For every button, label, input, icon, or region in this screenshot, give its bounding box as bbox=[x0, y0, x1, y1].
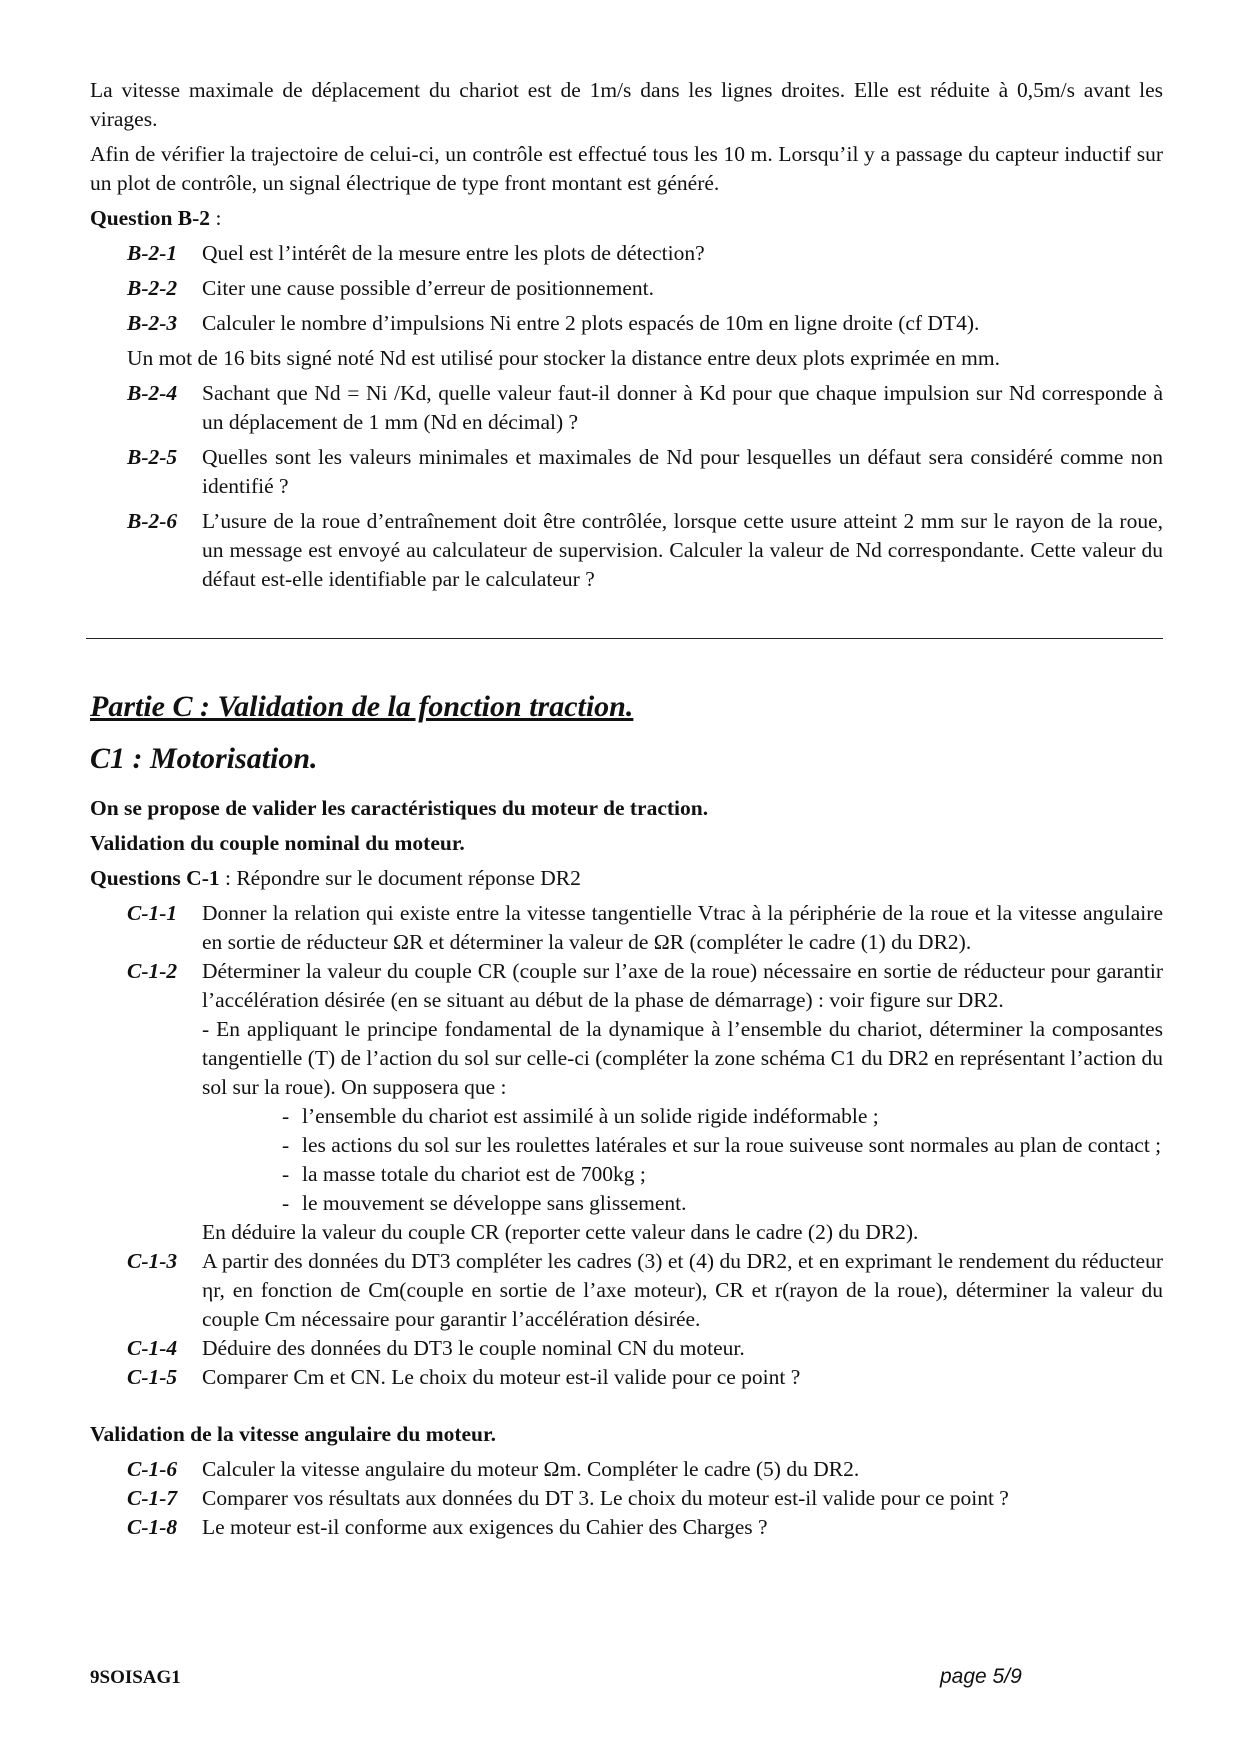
assumption-item: - l’ensemble du chariot est assimilé à un solide rigide indéformable ; bbox=[282, 1102, 1163, 1131]
question-text: A partir des données du DT3 compléter les cadres (3) et (4) du DR2, et en exprimant le rendement du réducteur ηr, en fonction de Cm(couple en sortie de l’axe moteur), CR et r(rayon de la roue), déterminer la valeur du couple Cm nécessaire pour garantir l’accélération désirée. bbox=[202, 1249, 1163, 1331]
question-number: C-1-1 bbox=[127, 901, 178, 925]
question-b-2-6 bbox=[127, 507, 1163, 594]
question-b-2-3 bbox=[127, 309, 1163, 338]
question-c-1-2 bbox=[127, 957, 1163, 1247]
question-number: C-1-6 bbox=[127, 1457, 178, 1481]
question-b-2-4 bbox=[127, 379, 1163, 437]
section-b bbox=[90, 76, 1163, 600]
assumption-text: les actions du sol sur les roulettes latérales et sur la roue suiveuse sont normales au plan de contact ; bbox=[302, 1133, 1162, 1157]
lead-traction: On se propose de valider les caractéristiques du moteur de traction. bbox=[90, 796, 709, 820]
page-number: page 5/9 bbox=[940, 1665, 1022, 1688]
question-b-2-5 bbox=[127, 443, 1163, 501]
questions-c1-label: Questions C-1 bbox=[90, 866, 220, 890]
question-number: B-2-2 bbox=[127, 276, 178, 300]
question-text: Quel est l’intérêt de la mesure entre les plots de détection? bbox=[202, 241, 705, 265]
question-text: Comparer Cm et CN. Le choix du moteur est-il valide pour ce point ? bbox=[202, 1365, 801, 1389]
question-number: B-2-4 bbox=[127, 381, 178, 405]
question-text: Comparer vos résultats aux données du DT 3. Le choix du moteur est-il valide pour ce point ? bbox=[202, 1486, 1009, 1510]
deduce-couple: En déduire la valeur du couple CR (reporter cette valeur dans le cadre (2) du DR2). bbox=[202, 1220, 919, 1244]
question-text: Quelles sont les valeurs minimales et maximales de Nd pour lesquelles un défaut sera considéré comme non identifié ? bbox=[202, 445, 1163, 498]
question-text: Calculer le nombre d’impulsions Ni entre 2 plots espacés de 10m en ligne droite (cf DT4). bbox=[202, 311, 980, 335]
assumption-text: l’ensemble du chariot est assimilé à un solide rigide indéformable ; bbox=[302, 1104, 879, 1128]
question-number: C-1-7 bbox=[127, 1486, 178, 1510]
lead-couple: Validation du couple nominal du moteur. bbox=[90, 831, 465, 855]
question-number: C-1-4 bbox=[127, 1336, 178, 1360]
intro-paragraph-1: La vitesse maximale de déplacement du chariot est de 1m/s dans les lignes droites. Elle est réduite à 0,5m/s avant les virages. bbox=[90, 78, 1163, 131]
c1-title: C1 : Motorisation. bbox=[90, 742, 318, 775]
assumption-item: - le mouvement se développe sans glissement. bbox=[282, 1189, 1163, 1218]
question-number: B-2-3 bbox=[127, 311, 178, 335]
question-c-1-5 bbox=[127, 1363, 1163, 1392]
question-c-1-4 bbox=[127, 1334, 1163, 1363]
nd-definition: Un mot de 16 bits signé noté Nd est utilisé pour stocker la distance entre deux plots exprimée en mm. bbox=[127, 346, 1000, 370]
question-number: C-1-2 bbox=[127, 959, 178, 983]
question-c-1-1 bbox=[127, 899, 1163, 957]
question-text: L’usure de la roue d’entraînement doit être contrôlée, lorsque cette usure atteint 2 mm sur le rayon de la roue, un message est envoyé au calculateur de supervision. Calculer la valeur de Nd correspondante. Cette valeur du défaut est-elle identifiable par le calculateur ? bbox=[202, 509, 1163, 591]
assumption-text: le mouvement se développe sans glissement. bbox=[302, 1191, 687, 1215]
question-number: C-1-3 bbox=[127, 1249, 178, 1273]
question-b-2-2 bbox=[127, 274, 1163, 303]
question-b2-title: Question B-2 bbox=[90, 206, 211, 230]
question-c-1-2-body bbox=[202, 957, 1163, 1247]
question-number: B-2-6 bbox=[127, 509, 178, 533]
question-b-2-1 bbox=[127, 239, 1163, 268]
questions-c1-heading bbox=[90, 864, 1163, 893]
question-number: B-2-1 bbox=[127, 241, 178, 265]
assumption-item: - la masse totale du chariot est de 700kg ; bbox=[282, 1160, 1163, 1189]
question-number: B-2-5 bbox=[127, 445, 178, 469]
assumption-text: la masse totale du chariot est de 700kg ; bbox=[302, 1162, 646, 1186]
assumption-item: - les actions du sol sur les roulettes latérales et sur la roue suiveuse sont normales au plan de contact ; bbox=[282, 1131, 1163, 1160]
question-text: Déterminer la valeur du couple CR (couple sur l’axe de la roue) nécessaire en sortie de réducteur pour garantir l’accélération désirée (en se situant au début de la phase de démarrage) : voir figure sur DR2. bbox=[202, 959, 1163, 1012]
pfd-instruction: - En appliquant le principe fondamental de la dynamique à l’ensemble du chariot, déterminer la composantes tangentielle (T) de l’action du sol sur celle-ci (compléter la zone schéma C1 du DR2 en représentant l’action du sol sur la roue). On supposera que : bbox=[202, 1017, 1163, 1099]
section-divider bbox=[86, 638, 1163, 639]
question-text: Déduire des données du DT3 le couple nominal CN du moteur. bbox=[202, 1336, 745, 1360]
question-text: Donner la relation qui existe entre la vitesse tangentielle Vtrac à la périphérie de la roue et la vitesse angulaire en sortie de réducteur ΩR et déterminer la valeur de ΩR (compléter le cadre (1) du DR2). bbox=[202, 901, 1163, 954]
question-b2-heading bbox=[90, 204, 1163, 233]
question-text: Calculer la vitesse angulaire du moteur Ωm. Compléter le cadre (5) du DR2. bbox=[202, 1457, 860, 1481]
question-b2-colon: : bbox=[210, 206, 222, 230]
question-number: C-1-5 bbox=[127, 1365, 178, 1389]
question-c-1-7 bbox=[127, 1484, 1163, 1513]
document-code: 9SOISAG1 bbox=[90, 1667, 181, 1688]
question-text: Sachant que Nd = Ni /Kd, quelle valeur faut-il donner à Kd pour que chaque impulsion sur Nd corresponde à un déplacement de 1 mm (Nd en décimal) ? bbox=[202, 381, 1163, 434]
questions-c1-instruction: : Répondre sur le document réponse DR2 bbox=[219, 866, 581, 890]
question-number: C-1-8 bbox=[127, 1515, 178, 1539]
lead-vitesse: Validation de la vitesse angulaire du moteur. bbox=[90, 1422, 496, 1446]
question-text: Citer une cause possible d’erreur de positionnement. bbox=[202, 276, 654, 300]
section-c bbox=[90, 794, 1163, 1542]
question-c-1-3 bbox=[127, 1247, 1163, 1334]
intro-paragraph-2: Afin de vérifier la trajectoire de celui-ci, un contrôle est effectué tous les 10 m. Lorsqu’il y a passage du capteur inductif sur un plot de contrôle, un signal électrique de type front montant est généré. bbox=[90, 142, 1163, 195]
question-text: Le moteur est-il conforme aux exigences du Cahier des Charges ? bbox=[202, 1515, 768, 1539]
part-c-title: Partie C : Validation de la fonction traction. bbox=[90, 690, 634, 723]
question-c-1-6 bbox=[127, 1455, 1163, 1484]
question-c-1-8 bbox=[127, 1513, 1163, 1542]
